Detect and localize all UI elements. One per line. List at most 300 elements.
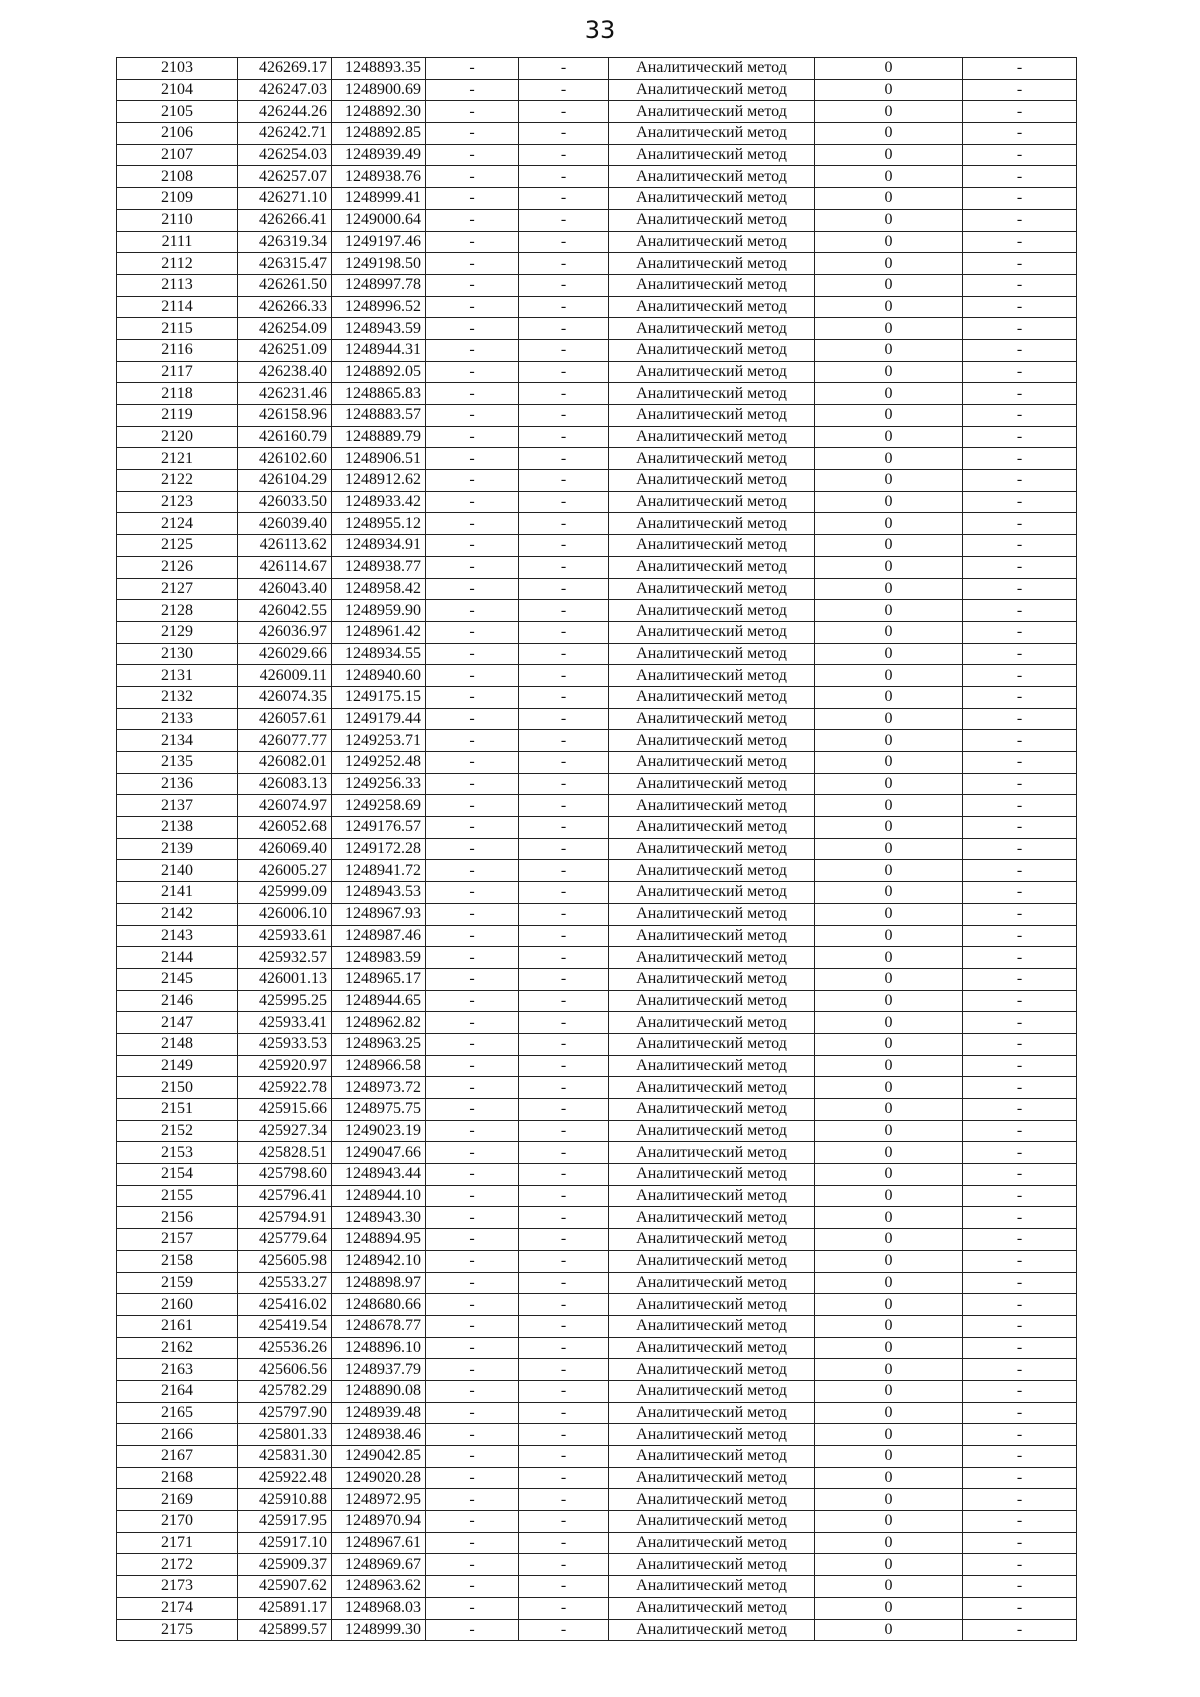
- method-cell: Аналитический метод: [609, 470, 815, 492]
- method-cell: Аналитический метод: [609, 1033, 815, 1055]
- y-coordinate-cell: 1248941.72: [332, 860, 426, 882]
- dash-cell: -: [519, 1619, 609, 1641]
- point-number-cell: 2175: [117, 1619, 238, 1641]
- dash-cell: -: [963, 123, 1077, 145]
- dash-cell: -: [963, 383, 1077, 405]
- dash-cell: -: [963, 101, 1077, 123]
- table-row: [117, 513, 1077, 535]
- x-coordinate-cell: 426244.26: [238, 101, 332, 123]
- y-coordinate-cell: 1248943.59: [332, 318, 426, 340]
- dash-cell: -: [519, 817, 609, 839]
- dash-cell: -: [519, 1380, 609, 1402]
- x-coordinate-cell: 426113.62: [238, 535, 332, 557]
- dash-cell: -: [963, 621, 1077, 643]
- table-row: [117, 470, 1077, 492]
- table-row: [117, 1099, 1077, 1121]
- dash-cell: -: [963, 470, 1077, 492]
- point-number-cell: 2170: [117, 1511, 238, 1533]
- value-cell: 0: [815, 274, 963, 296]
- y-coordinate-cell: 1248973.72: [332, 1077, 426, 1099]
- point-number-cell: 2135: [117, 752, 238, 774]
- method-cell: Аналитический метод: [609, 1337, 815, 1359]
- dash-cell: -: [963, 838, 1077, 860]
- point-number-cell: 2129: [117, 621, 238, 643]
- table-row: [117, 339, 1077, 361]
- method-cell: Аналитический метод: [609, 209, 815, 231]
- method-cell: Аналитический метод: [609, 708, 815, 730]
- table-row: [117, 1185, 1077, 1207]
- table-row: [117, 730, 1077, 752]
- dash-cell: -: [519, 556, 609, 578]
- dash-cell: -: [426, 231, 519, 253]
- x-coordinate-cell: 425419.54: [238, 1315, 332, 1337]
- dash-cell: -: [426, 752, 519, 774]
- table-row: [117, 1424, 1077, 1446]
- table-row: [117, 1229, 1077, 1251]
- dash-cell: -: [519, 448, 609, 470]
- dash-cell: -: [519, 318, 609, 340]
- value-cell: 0: [815, 578, 963, 600]
- value-cell: 0: [815, 58, 963, 80]
- table-row: [117, 556, 1077, 578]
- value-cell: 0: [815, 1120, 963, 1142]
- table-row: [117, 860, 1077, 882]
- dash-cell: -: [519, 101, 609, 123]
- y-coordinate-cell: 1249176.57: [332, 817, 426, 839]
- dash-cell: -: [426, 535, 519, 557]
- dash-cell: -: [963, 643, 1077, 665]
- dash-cell: -: [519, 1120, 609, 1142]
- point-number-cell: 2118: [117, 383, 238, 405]
- x-coordinate-cell: 426319.34: [238, 231, 332, 253]
- point-number-cell: 2119: [117, 405, 238, 427]
- table-row: [117, 296, 1077, 318]
- method-cell: Аналитический метод: [609, 968, 815, 990]
- method-cell: Аналитический метод: [609, 1597, 815, 1619]
- method-cell: Аналитический метод: [609, 318, 815, 340]
- x-coordinate-cell: 425922.78: [238, 1077, 332, 1099]
- x-coordinate-cell: 425933.53: [238, 1033, 332, 1055]
- dash-cell: -: [963, 882, 1077, 904]
- y-coordinate-cell: 1249175.15: [332, 686, 426, 708]
- x-coordinate-cell: 425891.17: [238, 1597, 332, 1619]
- dash-cell: -: [426, 339, 519, 361]
- y-coordinate-cell: 1248890.08: [332, 1380, 426, 1402]
- y-coordinate-cell: 1249172.28: [332, 838, 426, 860]
- y-coordinate-cell: 1248944.10: [332, 1185, 426, 1207]
- method-cell: Аналитический метод: [609, 58, 815, 80]
- x-coordinate-cell: 425779.64: [238, 1229, 332, 1251]
- x-coordinate-cell: 426033.50: [238, 491, 332, 513]
- y-coordinate-cell: 1248975.75: [332, 1099, 426, 1121]
- dash-cell: -: [426, 1033, 519, 1055]
- y-coordinate-cell: 1248987.46: [332, 925, 426, 947]
- value-cell: 0: [815, 405, 963, 427]
- table-row: [117, 1597, 1077, 1619]
- method-cell: Аналитический метод: [609, 1055, 815, 1077]
- value-cell: 0: [815, 665, 963, 687]
- dash-cell: -: [426, 1380, 519, 1402]
- method-cell: Аналитический метод: [609, 925, 815, 947]
- dash-cell: -: [426, 925, 519, 947]
- method-cell: Аналитический метод: [609, 1424, 815, 1446]
- table-row: [117, 903, 1077, 925]
- point-number-cell: 2158: [117, 1250, 238, 1272]
- value-cell: 0: [815, 209, 963, 231]
- dash-cell: -: [426, 448, 519, 470]
- x-coordinate-cell: 425917.95: [238, 1511, 332, 1533]
- dash-cell: -: [426, 101, 519, 123]
- dash-cell: -: [426, 578, 519, 600]
- dash-cell: -: [963, 1185, 1077, 1207]
- value-cell: 0: [815, 426, 963, 448]
- y-coordinate-cell: 1248938.76: [332, 166, 426, 188]
- x-coordinate-cell: 425416.02: [238, 1294, 332, 1316]
- point-number-cell: 2130: [117, 643, 238, 665]
- dash-cell: -: [519, 426, 609, 448]
- dash-cell: -: [426, 1576, 519, 1598]
- point-number-cell: 2114: [117, 296, 238, 318]
- table-row: [117, 990, 1077, 1012]
- method-cell: Аналитический метод: [609, 339, 815, 361]
- dash-cell: -: [426, 1467, 519, 1489]
- value-cell: 0: [815, 1597, 963, 1619]
- x-coordinate-cell: 425999.09: [238, 882, 332, 904]
- value-cell: 0: [815, 470, 963, 492]
- dash-cell: -: [426, 361, 519, 383]
- dash-cell: -: [426, 274, 519, 296]
- dash-cell: -: [519, 1315, 609, 1337]
- x-coordinate-cell: 426052.68: [238, 817, 332, 839]
- table-row: [117, 1055, 1077, 1077]
- point-number-cell: 2121: [117, 448, 238, 470]
- x-coordinate-cell: 425605.98: [238, 1250, 332, 1272]
- dash-cell: -: [963, 1511, 1077, 1533]
- dash-cell: -: [519, 1164, 609, 1186]
- y-coordinate-cell: 1248939.49: [332, 144, 426, 166]
- dash-cell: -: [426, 426, 519, 448]
- x-coordinate-cell: 425798.60: [238, 1164, 332, 1186]
- value-cell: 0: [815, 1294, 963, 1316]
- dash-cell: -: [519, 708, 609, 730]
- method-cell: Аналитический метод: [609, 166, 815, 188]
- dash-cell: -: [426, 318, 519, 340]
- method-cell: Аналитический метод: [609, 1099, 815, 1121]
- dash-cell: -: [426, 1294, 519, 1316]
- table-row: [117, 1467, 1077, 1489]
- dash-cell: -: [963, 1120, 1077, 1142]
- table-row: [117, 643, 1077, 665]
- x-coordinate-cell: 425927.34: [238, 1120, 332, 1142]
- y-coordinate-cell: 1248938.46: [332, 1424, 426, 1446]
- x-coordinate-cell: 426082.01: [238, 752, 332, 774]
- y-coordinate-cell: 1248892.85: [332, 123, 426, 145]
- x-coordinate-cell: 426254.09: [238, 318, 332, 340]
- point-number-cell: 2153: [117, 1142, 238, 1164]
- x-coordinate-cell: 426160.79: [238, 426, 332, 448]
- method-cell: Аналитический метод: [609, 686, 815, 708]
- y-coordinate-cell: 1248943.53: [332, 882, 426, 904]
- method-cell: Аналитический метод: [609, 231, 815, 253]
- value-cell: 0: [815, 1229, 963, 1251]
- table-row: [117, 79, 1077, 101]
- point-number-cell: 2164: [117, 1380, 238, 1402]
- value-cell: 0: [815, 882, 963, 904]
- point-number-cell: 2127: [117, 578, 238, 600]
- value-cell: 0: [815, 708, 963, 730]
- y-coordinate-cell: 1248944.31: [332, 339, 426, 361]
- x-coordinate-cell: 425831.30: [238, 1446, 332, 1468]
- method-cell: Аналитический метод: [609, 1164, 815, 1186]
- y-coordinate-cell: 1249020.28: [332, 1467, 426, 1489]
- y-coordinate-cell: 1248958.42: [332, 578, 426, 600]
- y-coordinate-cell: 1248934.91: [332, 535, 426, 557]
- value-cell: 0: [815, 1315, 963, 1337]
- dash-cell: -: [519, 1294, 609, 1316]
- table-row: [117, 1120, 1077, 1142]
- dash-cell: -: [426, 1489, 519, 1511]
- x-coordinate-cell: 425796.41: [238, 1185, 332, 1207]
- y-coordinate-cell: 1248996.52: [332, 296, 426, 318]
- dash-cell: -: [519, 752, 609, 774]
- dash-cell: -: [519, 730, 609, 752]
- value-cell: 0: [815, 968, 963, 990]
- point-number-cell: 2146: [117, 990, 238, 1012]
- x-coordinate-cell: 426006.10: [238, 903, 332, 925]
- x-coordinate-cell: 426083.13: [238, 773, 332, 795]
- dash-cell: -: [519, 166, 609, 188]
- y-coordinate-cell: 1249047.66: [332, 1142, 426, 1164]
- method-cell: Аналитический метод: [609, 838, 815, 860]
- point-number-cell: 2156: [117, 1207, 238, 1229]
- x-coordinate-cell: 426043.40: [238, 578, 332, 600]
- dash-cell: -: [426, 708, 519, 730]
- value-cell: 0: [815, 144, 963, 166]
- x-coordinate-cell: 425917.10: [238, 1532, 332, 1554]
- point-number-cell: 2116: [117, 339, 238, 361]
- dash-cell: -: [963, 318, 1077, 340]
- point-number-cell: 2150: [117, 1077, 238, 1099]
- dash-cell: -: [519, 621, 609, 643]
- y-coordinate-cell: 1248678.77: [332, 1315, 426, 1337]
- dash-cell: -: [963, 231, 1077, 253]
- value-cell: 0: [815, 166, 963, 188]
- y-coordinate-cell: 1249042.85: [332, 1446, 426, 1468]
- table-row: [117, 535, 1077, 557]
- point-number-cell: 2139: [117, 838, 238, 860]
- y-coordinate-cell: 1248892.30: [332, 101, 426, 123]
- value-cell: 0: [815, 795, 963, 817]
- x-coordinate-cell: 425933.61: [238, 925, 332, 947]
- x-coordinate-cell: 425909.37: [238, 1554, 332, 1576]
- value-cell: 0: [815, 231, 963, 253]
- method-cell: Аналитический метод: [609, 361, 815, 383]
- dash-cell: -: [963, 1337, 1077, 1359]
- value-cell: 0: [815, 318, 963, 340]
- point-number-cell: 2122: [117, 470, 238, 492]
- x-coordinate-cell: 426009.11: [238, 665, 332, 687]
- method-cell: Аналитический метод: [609, 535, 815, 557]
- dash-cell: -: [519, 144, 609, 166]
- table-row: [117, 686, 1077, 708]
- y-coordinate-cell: 1248894.95: [332, 1229, 426, 1251]
- y-coordinate-cell: 1248943.30: [332, 1207, 426, 1229]
- point-number-cell: 2162: [117, 1337, 238, 1359]
- x-coordinate-cell: 425797.90: [238, 1402, 332, 1424]
- method-cell: Аналитический метод: [609, 1554, 815, 1576]
- table-row: [117, 1380, 1077, 1402]
- point-number-cell: 2125: [117, 535, 238, 557]
- dash-cell: -: [963, 448, 1077, 470]
- method-cell: Аналитический метод: [609, 383, 815, 405]
- x-coordinate-cell: 426271.10: [238, 188, 332, 210]
- point-number-cell: 2106: [117, 123, 238, 145]
- dash-cell: -: [426, 1185, 519, 1207]
- dash-cell: -: [519, 665, 609, 687]
- x-coordinate-cell: 426057.61: [238, 708, 332, 730]
- dash-cell: -: [963, 556, 1077, 578]
- dash-cell: -: [963, 1164, 1077, 1186]
- dash-cell: -: [426, 123, 519, 145]
- y-coordinate-cell: 1248969.67: [332, 1554, 426, 1576]
- y-coordinate-cell: 1248898.97: [332, 1272, 426, 1294]
- value-cell: 0: [815, 925, 963, 947]
- y-coordinate-cell: 1248983.59: [332, 947, 426, 969]
- y-coordinate-cell: 1248680.66: [332, 1294, 426, 1316]
- dash-cell: -: [963, 600, 1077, 622]
- method-cell: Аналитический метод: [609, 1294, 815, 1316]
- point-number-cell: 2112: [117, 253, 238, 275]
- value-cell: 0: [815, 1099, 963, 1121]
- dash-cell: -: [426, 1250, 519, 1272]
- value-cell: 0: [815, 1077, 963, 1099]
- value-cell: 0: [815, 339, 963, 361]
- table-row: [117, 882, 1077, 904]
- dash-cell: -: [426, 1077, 519, 1099]
- dash-cell: -: [426, 1619, 519, 1641]
- y-coordinate-cell: 1248892.05: [332, 361, 426, 383]
- value-cell: 0: [815, 600, 963, 622]
- y-coordinate-cell: 1248962.82: [332, 1012, 426, 1034]
- dash-cell: -: [519, 1554, 609, 1576]
- x-coordinate-cell: 426102.60: [238, 448, 332, 470]
- dash-cell: -: [426, 838, 519, 860]
- table-row: [117, 58, 1077, 80]
- point-number-cell: 2167: [117, 1446, 238, 1468]
- method-cell: Аналитический метод: [609, 860, 815, 882]
- dash-cell: -: [519, 1337, 609, 1359]
- dash-cell: -: [963, 730, 1077, 752]
- dash-cell: -: [963, 1467, 1077, 1489]
- value-cell: 0: [815, 1359, 963, 1381]
- dash-cell: -: [963, 1033, 1077, 1055]
- value-cell: 0: [815, 1185, 963, 1207]
- table-row: [117, 795, 1077, 817]
- point-number-cell: 2169: [117, 1489, 238, 1511]
- point-number-cell: 2168: [117, 1467, 238, 1489]
- dash-cell: -: [519, 1077, 609, 1099]
- y-coordinate-cell: 1248967.61: [332, 1532, 426, 1554]
- dash-cell: -: [963, 1597, 1077, 1619]
- value-cell: 0: [815, 1424, 963, 1446]
- value-cell: 0: [815, 1250, 963, 1272]
- point-number-cell: 2124: [117, 513, 238, 535]
- value-cell: 0: [815, 1576, 963, 1598]
- method-cell: Аналитический метод: [609, 1229, 815, 1251]
- dash-cell: -: [519, 1055, 609, 1077]
- dash-cell: -: [963, 925, 1077, 947]
- value-cell: 0: [815, 947, 963, 969]
- value-cell: 0: [815, 1337, 963, 1359]
- dash-cell: -: [519, 209, 609, 231]
- dash-cell: -: [963, 1489, 1077, 1511]
- dash-cell: -: [519, 795, 609, 817]
- point-number-cell: 2172: [117, 1554, 238, 1576]
- dash-cell: -: [963, 795, 1077, 817]
- dash-cell: -: [426, 296, 519, 318]
- dash-cell: -: [519, 578, 609, 600]
- dash-cell: -: [963, 188, 1077, 210]
- dash-cell: -: [519, 1424, 609, 1446]
- x-coordinate-cell: 425801.33: [238, 1424, 332, 1446]
- table-row: [117, 426, 1077, 448]
- x-coordinate-cell: 426269.17: [238, 58, 332, 80]
- dash-cell: -: [963, 1554, 1077, 1576]
- dash-cell: -: [519, 947, 609, 969]
- y-coordinate-cell: 1249252.48: [332, 752, 426, 774]
- point-number-cell: 2117: [117, 361, 238, 383]
- dash-cell: -: [519, 600, 609, 622]
- method-cell: Аналитический метод: [609, 795, 815, 817]
- table-row: [117, 1077, 1077, 1099]
- dash-cell: -: [519, 513, 609, 535]
- y-coordinate-cell: 1249256.33: [332, 773, 426, 795]
- y-coordinate-cell: 1248865.83: [332, 383, 426, 405]
- method-cell: Аналитический метод: [609, 426, 815, 448]
- method-cell: Аналитический метод: [609, 188, 815, 210]
- method-cell: Аналитический метод: [609, 1250, 815, 1272]
- table-row: [117, 253, 1077, 275]
- x-coordinate-cell: 426315.47: [238, 253, 332, 275]
- dash-cell: -: [963, 1207, 1077, 1229]
- dash-cell: -: [963, 860, 1077, 882]
- dash-cell: -: [519, 1033, 609, 1055]
- table-row: [117, 1532, 1077, 1554]
- point-number-cell: 2160: [117, 1294, 238, 1316]
- dash-cell: -: [963, 578, 1077, 600]
- dash-cell: -: [963, 426, 1077, 448]
- dash-cell: -: [519, 58, 609, 80]
- dash-cell: -: [426, 1511, 519, 1533]
- y-coordinate-cell: 1248893.35: [332, 58, 426, 80]
- dash-cell: -: [963, 990, 1077, 1012]
- point-number-cell: 2161: [117, 1315, 238, 1337]
- dash-cell: -: [963, 513, 1077, 535]
- table-row: [117, 209, 1077, 231]
- y-coordinate-cell: 1248943.44: [332, 1164, 426, 1186]
- table-row: [117, 925, 1077, 947]
- value-cell: 0: [815, 101, 963, 123]
- table-row: [117, 1576, 1077, 1598]
- dash-cell: -: [963, 1272, 1077, 1294]
- point-number-cell: 2174: [117, 1597, 238, 1619]
- dash-cell: -: [426, 1532, 519, 1554]
- method-cell: Аналитический метод: [609, 1446, 815, 1468]
- table-row: [117, 1294, 1077, 1316]
- dash-cell: -: [426, 144, 519, 166]
- y-coordinate-cell: 1248959.90: [332, 600, 426, 622]
- dash-cell: -: [519, 1576, 609, 1598]
